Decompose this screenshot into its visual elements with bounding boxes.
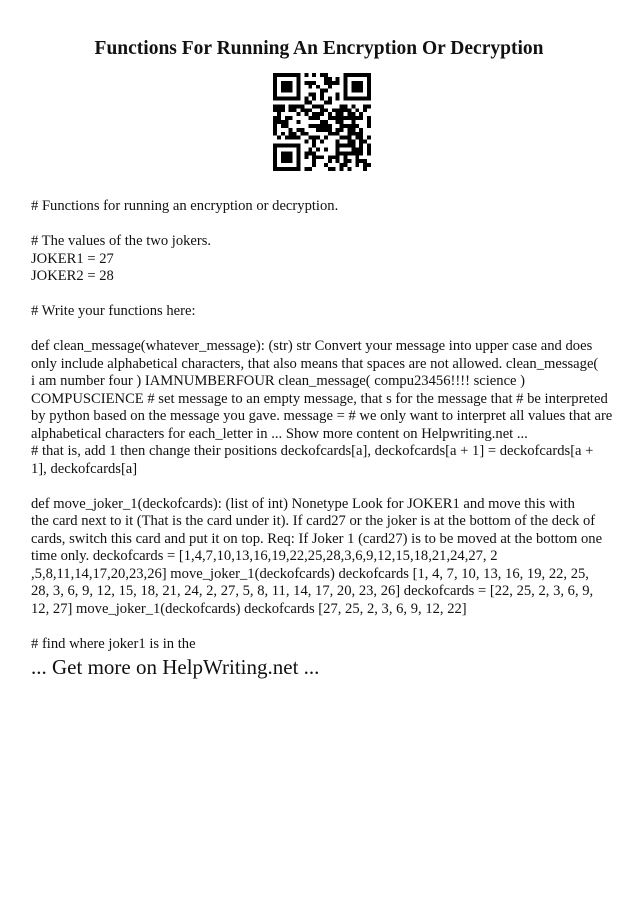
text-line: alphabetical characters for each_letter in ... Show more content on Helpwriting.net ... xyxy=(31,425,528,442)
paragraph-jokers xyxy=(31,233,611,286)
paragraph-move-joker xyxy=(31,496,611,619)
text-line: 1], deckofcards[a] xyxy=(31,460,138,477)
text-line: def clean_message(whatever_message): (str) str Convert your message into upper case and does xyxy=(31,338,593,354)
document-body xyxy=(31,198,611,671)
text-line: ,5,8,11,14,17,20,23,26] move_joker_1(deckofcards) deckofcards [1, 4, 7, 10, 13, 16, 19, 22, 25, xyxy=(31,565,589,582)
text-line: COMPUSCIENCE # set message to an empty message, that s for the message that # be interpreted xyxy=(31,390,608,407)
paragraph-clean-message xyxy=(31,338,611,478)
text-line: i am number four ) IAMNUMBERFOUR clean_message( compu23456!!!! science ) xyxy=(31,373,526,389)
text-line: # that is, add 1 then change their positions deckofcards[a], deckofcards[a + 1] = deckofcards[a + xyxy=(31,443,594,459)
paragraph-find xyxy=(31,636,611,654)
text-line: the card next to it (That is the card under it). If card27 or the joker is at the bottom of the deck of xyxy=(31,513,596,529)
text-line: # Write your functions here: xyxy=(31,303,196,319)
text-line: JOKER2 = 28 xyxy=(31,268,114,284)
paragraph-intro xyxy=(31,198,611,216)
qr-code-icon xyxy=(273,73,371,171)
text-line: time only. deckofcards = [1,4,7,10,13,16,19,22,25,28,3,6,9,12,15,18,21,24,27, 2 xyxy=(31,548,498,564)
text-line: cards, switch this card and put it on top. Req: If Joker 1 (card27) is to be moved at the bottom one xyxy=(31,530,603,547)
text-line: # Functions for running an encryption or decryption. xyxy=(31,198,339,214)
text-line: 12, 27] move_joker_1(deckofcards) deckofcards [27, 25, 2, 3, 6, 9, 12, 22] xyxy=(31,600,467,617)
text-line: only include alphabetical characters, that also means that spaces are not allowed. clean_message( xyxy=(31,355,599,372)
text-line: def move_joker_1(deckofcards): (list of int) Nonetype Look for JOKER1 and move this with xyxy=(31,495,575,512)
text-line: # find where joker1 is in the xyxy=(31,635,196,652)
document-title: Functions For Running An Encryption Or Decryption xyxy=(94,38,544,59)
text-line: by python based on the message you gave. message = # we only want to interpret all values that are xyxy=(31,408,613,424)
text-line: JOKER1 = 27 xyxy=(31,250,114,267)
text-line: 28, 3, 6, 9, 12, 15, 18, 21, 24, 2, 27, 5, 8, 11, 14, 17, 20, 23, 26] deckofcards = [22, 25, 2, 3, 6, 9, xyxy=(31,583,594,599)
get-more-link[interactable]: ... Get more on HelpWriting.net ... xyxy=(31,655,320,679)
text-line: # The values of the two jokers. xyxy=(31,233,212,249)
paragraph-write xyxy=(31,303,611,321)
